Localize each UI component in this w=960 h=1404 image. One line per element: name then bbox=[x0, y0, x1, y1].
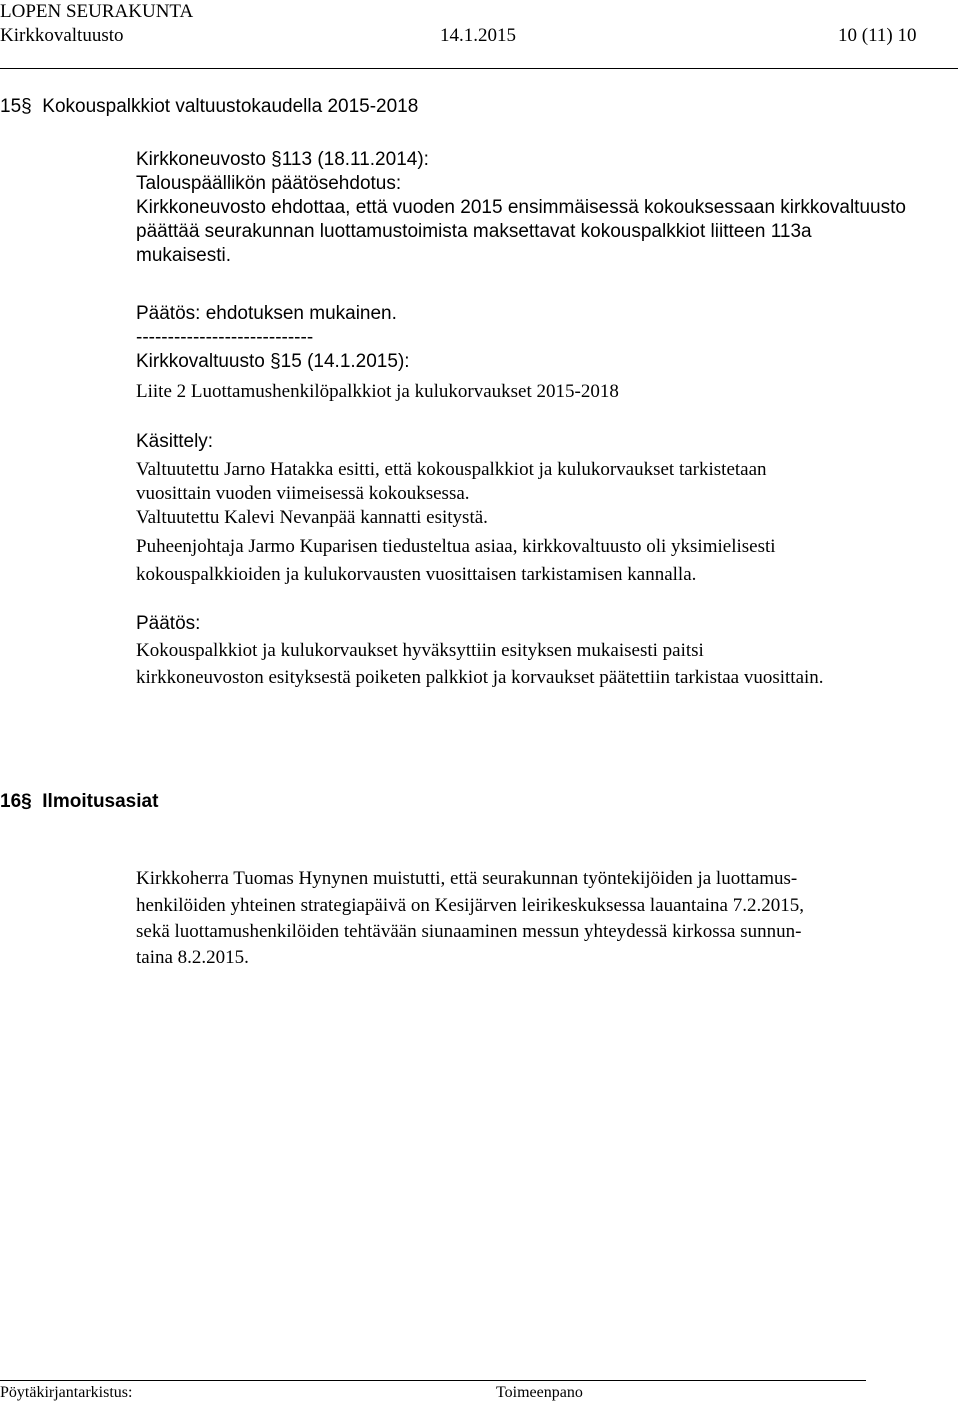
proposal-line-2: päättää seurakunnan luottamustoimista maksettavat kokouspalkkiot liitteen 113a bbox=[136, 221, 812, 242]
proposal-label: Talouspäällikön päätösehdotus: bbox=[136, 173, 402, 194]
section-16-heading bbox=[0, 790, 158, 814]
board-reference-text: Kirkkoneuvosto §113 (18.11.2014): bbox=[136, 149, 429, 170]
section-number: 15 bbox=[0, 96, 22, 117]
handling-line-4: Puheenjohtaja Jarmo Kuparisen tiedusteltua asiaa, kirkkovaltuusto oli yksimielisesti bbox=[136, 536, 776, 557]
attachment-reference: Liite 2 Luottamushenkilöpalkkiot ja kulukorvaukset 2015-2018 bbox=[136, 381, 619, 402]
document-body: Kirkkovaltuusto bbox=[0, 25, 124, 46]
board-decision: Päätös: ehdotuksen mukainen. bbox=[136, 303, 397, 324]
document-date: 14.1.2015 bbox=[440, 25, 516, 46]
section-mark-icon: § bbox=[21, 791, 32, 812]
section-15-heading bbox=[0, 95, 418, 119]
decision-label: Päätös: bbox=[136, 613, 201, 634]
footer-review-label: Pöytäkirjantarkistus: bbox=[0, 1384, 133, 1401]
section-title: Kokouspalkkiot valtuustokaudella 2015-2018 bbox=[42, 96, 419, 117]
section-title: Ilmoitusasiat bbox=[42, 791, 159, 812]
handling-line-1: Valtuutettu Jarno Hatakka esitti, että kokouspalkkiot ja kulukorvaukset tarkistetaan bbox=[136, 459, 767, 480]
announcement-line-1: Kirkkoherra Tuomas Hynynen muistutti, että seurakunnan työntekijöiden ja luottamus- bbox=[136, 868, 798, 889]
page-number: 10 (11) 10 bbox=[838, 25, 917, 46]
org-name: LOPEN SEURAKUNTA bbox=[0, 1, 194, 22]
proposal-line-3: mukaisesti. bbox=[136, 245, 232, 266]
announcement-line-4: taina 8.2.2015. bbox=[136, 947, 249, 968]
separator-line: ---------------------------- bbox=[136, 327, 314, 348]
section-mark-icon: § bbox=[21, 96, 32, 117]
footer-divider bbox=[0, 1380, 866, 1381]
decision-line-2: kirkkoneuvoston esityksestä poiketen palkkiot ja korvaukset päätettiin tarkistaa vuosittain. bbox=[136, 667, 824, 688]
footer-execution-label: Toimeenpano bbox=[496, 1384, 583, 1401]
handling-line-3: Valtuutettu Kalevi Nevanpää kannatti esitystä. bbox=[136, 507, 488, 528]
council-reference: Kirkkovaltuusto §15 (14.1.2015): bbox=[136, 351, 410, 372]
proposal-line-1: Kirkkoneuvosto ehdottaa, että vuoden 2015 ensimmäisessä kokouksessaan kirkkovaltuusto bbox=[136, 197, 906, 218]
decision-line-1: Kokouspalkkiot ja kulukorvaukset hyväksyttiin esityksen mukaisesti paitsi bbox=[136, 640, 704, 661]
handling-line-5: kokouspalkkioiden ja kulukorvausten vuosittaisen tarkistamisen kannalla. bbox=[136, 564, 697, 585]
handling-line-2: vuosittain vuoden viimeisessä kokouksessa. bbox=[136, 483, 470, 504]
board-reference bbox=[136, 148, 429, 172]
announcement-line-3: sekä luottamushenkilöiden tehtävään siunaaminen messun yhteydessä kirkossa sunnun- bbox=[136, 921, 802, 942]
announcement-line-2: henkilöiden yhteinen strategiapäivä on Kesijärven leirikeskuksessa lauantaina 7.2.2015, bbox=[136, 895, 804, 916]
section-number: 16 bbox=[0, 791, 22, 812]
handling-label: Käsittely: bbox=[136, 431, 214, 452]
header-divider bbox=[0, 68, 958, 69]
